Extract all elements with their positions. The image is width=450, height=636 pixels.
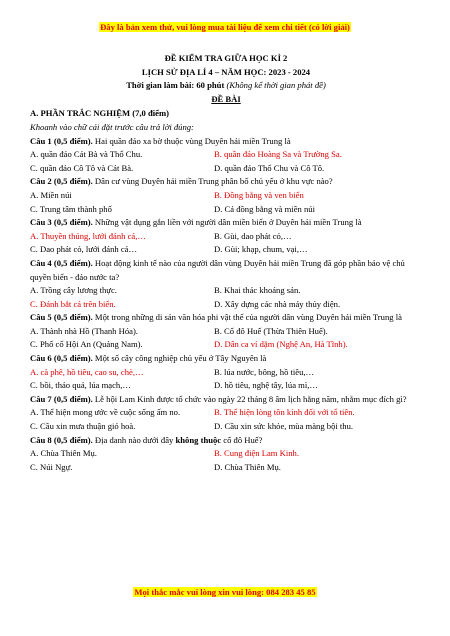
option-b[interactable]: B. Thể hiện lòng tôn kính đối với tổ tiên. [214,407,355,418]
question-text: Câu 1 (0,5 điểm). Hai quần đảo xa bờ thuộc vùng Duyên hải miền Trung là [30,135,291,146]
option-row [30,406,422,420]
option-d[interactable]: D. Cầu xin sức khỏe, mùa màng bội thu. [214,421,354,432]
option-row [30,189,422,203]
question-text: Câu 4 (0,5 điểm). Hoạt động kinh tế nào của người dân vùng Duyên hải miền Trung đã góp phần bảo vệ chủ quyền biển - đảo nước ta? [30,257,405,282]
question-list [30,135,422,475]
option-d[interactable]: D. hồ tiêu, nghệ tây, lúa mì,… [214,380,318,391]
option-b[interactable]: B. Cung điện Lam Kinh. [214,448,299,459]
option-c[interactable]: C. Dao phát cỏ, lưới đánh cá… [30,244,138,255]
option-c[interactable]: C. Phố cổ Hội An (Quảng Nam). [30,339,143,350]
option-c[interactable]: C. Núi Ngự. [30,461,73,472]
question-text: Câu 6 (0,5 điểm). Một số cây công nghiệp chủ yếu ở Tây Nguyên là [30,353,267,364]
option-b[interactable]: B. lúa nước, bông, hồ tiêu,… [214,366,315,377]
option-row [30,203,422,217]
option-d[interactable]: D. quần đảo Thổ Chu và Cô Tô. [214,162,325,173]
option-c[interactable]: C. Cầu xin mưa thuận gió hoà. [30,421,136,432]
exam-duration: Thời gian làm bài: 60 phút (Không kể thời gian phát đề) [126,80,326,91]
option-b[interactable]: B. Gùi, dao phát cỏ,… [214,230,292,241]
question-text: Câu 7 (0,5 điểm). Lễ hội Lam Kinh được tổ chức vào ngày 22 tháng 8 âm lịch hằng năm, nhằm mục đích gì? [30,393,407,404]
option-row [30,243,422,257]
instruction: Khoanh vào chữ cái đặt trước câu trả lời đúng: [30,121,194,132]
exam-title: ĐỀ KIỂM TRA GIỮA HỌC KÌ 2 [164,53,288,63]
option-row [30,379,422,393]
option-d[interactable]: D. Gùi; khạp, chum, vại,… [214,244,308,255]
section-a-heading: A. PHẦN TRẮC NGHIỆM (7,0 điểm) [30,108,170,119]
option-row [30,284,422,298]
option-b[interactable]: B. Khai thác khoáng sản. [214,285,301,296]
option-row [30,325,422,339]
option-row [30,461,422,475]
question-text: Câu 3 (0,5 điểm). Những vật dụng gắn liền với người dân miền biển ở Duyên hải miền Trung là [30,217,362,228]
exam-subject: LỊCH SỬ ĐỊA LÍ 4 – NĂM HỌC: 2023 - 2024 [141,66,311,77]
contact-banner: Mọi thắc mắc vui lòng xin vui lòng: 084 283 45 85 [134,587,316,597]
option-c[interactable]: C. Đánh bắt cá trên biển. [30,298,116,309]
option-d[interactable]: D. Cả đồng bằng và miền núi [214,203,315,214]
exam-page [30,40,422,474]
question-text: Câu 5 (0,5 điểm). Một trong những di sản văn hóa phi vật thể của người dân vùng Duyên hải miền Trung là [30,312,402,323]
option-a[interactable]: A. Thành nhà Hồ (Thanh Hóa). [30,325,138,336]
option-c[interactable]: C. Trung tâm thành phố [30,203,112,214]
option-d[interactable]: D. Xây dựng các nhà máy thủy điện. [214,298,341,309]
option-a[interactable]: A. Chùa Thiên Mụ. [30,448,97,459]
option-c[interactable]: C. bồi, thảo quả, lúa mạch,… [30,380,131,391]
option-row [30,447,422,461]
option-d[interactable]: D. Chùa Thiên Mụ. [214,461,281,472]
question-text: Câu 2 (0,5 điểm). Dân cư vùng Duyên hải miền Trung phân bố chủ yếu ở khu vực nào? [30,176,333,187]
option-d[interactable]: D. Dân ca ví dặm (Nghệ An, Hà Tĩnh). [214,339,348,350]
option-b[interactable]: B. Cố đô Huế (Thừa Thiên Huế). [214,325,328,336]
option-row [30,230,422,244]
option-a[interactable]: A. Thể hiện mong ước về cuộc sống ấm no. [30,407,181,418]
preview-banner: Đây là bản xem thử, vui lòng mua tài liệu để xem chi tiết (có lời giải) [100,22,350,32]
option-b[interactable]: B. Đồng bằng và ven biển [214,189,304,200]
option-c[interactable]: C. quần đảo Cô Tô và Cát Bà. [30,162,134,173]
option-row [30,162,422,176]
option-row [30,420,422,434]
option-a[interactable]: A. Miền núi [30,189,72,200]
de-bai-heading: ĐỀ BÀI [211,93,241,104]
option-row [30,366,422,380]
option-a[interactable]: A. Thuyền thúng, lưới đánh cá,… [30,230,146,241]
option-b[interactable]: B. quần đảo Hoàng Sa và Trường Sa. [214,149,342,160]
option-row [30,298,422,312]
option-a[interactable]: A. cà phê, hồ tiêu, cao su, chè,… [30,366,144,377]
option-row [30,148,422,162]
option-a[interactable]: A. quần đảo Cát Bà và Thổ Chu. [30,149,143,160]
option-row [30,338,422,352]
question-text: Câu 8 (0,5 điểm). Địa danh nào dưới đây không thuộc cố đô Huế? [30,434,263,445]
option-a[interactable]: A. Trồng cây lương thực. [30,285,117,296]
